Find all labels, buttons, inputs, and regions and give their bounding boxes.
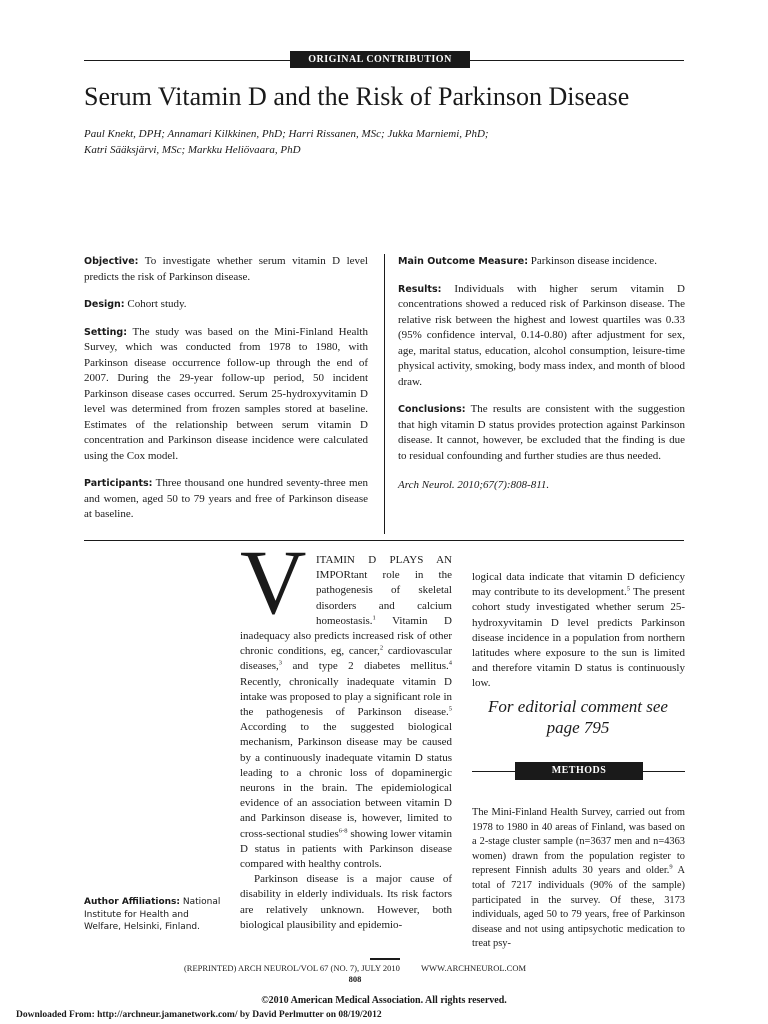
body-column-1 [240, 553, 452, 933]
editorial-comment: For editorial comment see page 795 [488, 697, 668, 737]
abstract-participants: Participants: Three thousand one hundred seventy-three men and women, aged 50 to 79 years and free of Parkinson disease at baseline. [84, 477, 368, 520]
abstract-conclusions: Conclusions: The results are consistent with the suggestion that high vitamin D status provides protection against Parkinson disease. It cannot, however, be excluded that the finding is due to residual confounding and further studies are thus needed. [398, 403, 685, 462]
body-paragraph-2: Parkinson disease is a major cause of disability in elderly individuals. Its risk factors are relatively unknown. However, both biological plausibility and epidemio- [240, 873, 452, 931]
author-line: Paul Knekt, DPH; Annamari Kilkkinen, PhD; Harri Rissanen, MSc; Jukka Marniemi, PhD; [84, 128, 489, 140]
page-number: 808 [348, 974, 362, 984]
body-paragraph-1: ITAMIN D PLAYS AN IMPORtant role in the pathogenesis of skeletal disorders and calcium homeostasis.$^1$ Vitamin D inadequacy also predicts increased risk of other chronic conditions, eg, cancer,$^2$ cardiovascular diseases,$^3$ and type 2 diabetes mellitus.$^4$ Recently, chronically inadequate vitamin D intake was proposed to play a significant role in the pathogenesis of Parkinson disease.$^5$ According to the suggested biological mechanism, Parkinson disease may be caused by a continuously inadequate vitamin D status leading to a chronic loss of dopaminergic neurons in the brain. The epidemiological evidence of an association between vitamin D and Parkinson disease is, however, limited to cross-sectional studies$^{6-8}$ showing lower vitamin D status in patients with Parkinson disease compared with healthy controls. [240, 554, 452, 871]
article-title: Serum Vitamin D and the Risk of Parkinson Disease [84, 82, 630, 111]
footer-rule [370, 958, 400, 960]
author-list [84, 126, 644, 158]
abstract-setting: Setting: The study was based on the Mini-Finland Health Survey, which was conducted from 1978 to 1980, with Parkinson disease occurrence follow-up through the end of 2007. During the 29-year follow-up period, 50 incident Parkinson disease cases occurred. Serum 25-hydroxyvitamin D level was determined from frozen samples stored at baseline. Estimates of the relationship between serum vitamin D concentration and Parkinson disease incidence were calculated using the Cox model. [84, 325, 368, 462]
abstract-main-outcome: Main Outcome Measure: Parkinson disease incidence. [398, 255, 657, 267]
abstract-design: Design: Cohort study. [84, 298, 187, 310]
dropcap-spacer [240, 553, 316, 629]
abstract-right-column [398, 254, 685, 506]
author-line: Katri Sääksjärvi, MSc; Markku Heliövaara, PhD [84, 144, 301, 156]
methods-heading: METHODS [515, 762, 643, 780]
copyright-notice: ©2010 American Medical Association. All rights reserved. [261, 995, 507, 1006]
methods-column [472, 806, 685, 952]
abstract-results: Results: Individuals with higher serum vitamin D concentrations showed a reduced risk of Parkinson disease. The relative risk between the highest and lowest quartiles was 0.33 (95% confidence interval, 0.14-0.80) after adjustment for sex, age, marital status, education, alcohol consumption, leisure-time physical activity, smoking, body mass index, and month of blood draw. [398, 282, 685, 388]
abstract-column-divider [384, 254, 385, 534]
abstract-left-column [84, 254, 368, 535]
body-column-2 [472, 570, 685, 692]
author-affiliations: Author Affiliations: National Institute for Health and Welfare, Helsinki, Finland. [84, 897, 221, 932]
section-badge: ORIGINAL CONTRIBUTION [290, 51, 470, 68]
drop-cap: V [240, 531, 307, 633]
page-footer [170, 963, 540, 985]
citation: Arch Neurol. 2010;67(7):808-811. [398, 479, 550, 491]
methods-paragraph: The Mini-Finland Health Survey, carried out from 1978 to 1980 in 40 areas of Finland, was based on a 2-stage cluster sample (n=3637 men and n=4363 women) drawn from the population register to represent Finnish adults 30 years and older.$^9$ A total of 7217 individuals (90% of the sample) participated in the survey. Of these, 3173 individuals, aged 50 to 79 years, free of Parkinson disease and not using antipsychotic medication to treat psy- [472, 807, 686, 950]
abstract-bottom-rule [84, 540, 684, 541]
footer-journal-line: (REPRINTED) ARCH NEUROL/VOL 67 (NO. 7), JULY 2010 WWW.ARCHNEUROL.COM [183, 963, 527, 973]
body-paragraph-3: logical data indicate that vitamin D deficiency may contribute to its development.$^5$ The present cohort study investigated whether serum 25-hydroxyvitamin D level predicts Parkinson disease incidence in a population from northern latitudes where exposure to the sun is limited and therefore vitamin D status is continuously low. [472, 571, 685, 690]
abstract-objective: Objective: To investigate whether serum vitamin D level predicts the risk of Parkinson disease. [84, 255, 368, 283]
download-notice: Downloaded From: http://archneur.jamanetwork.com/ by David Perlmutter on 08/19/2012 [16, 1010, 382, 1020]
